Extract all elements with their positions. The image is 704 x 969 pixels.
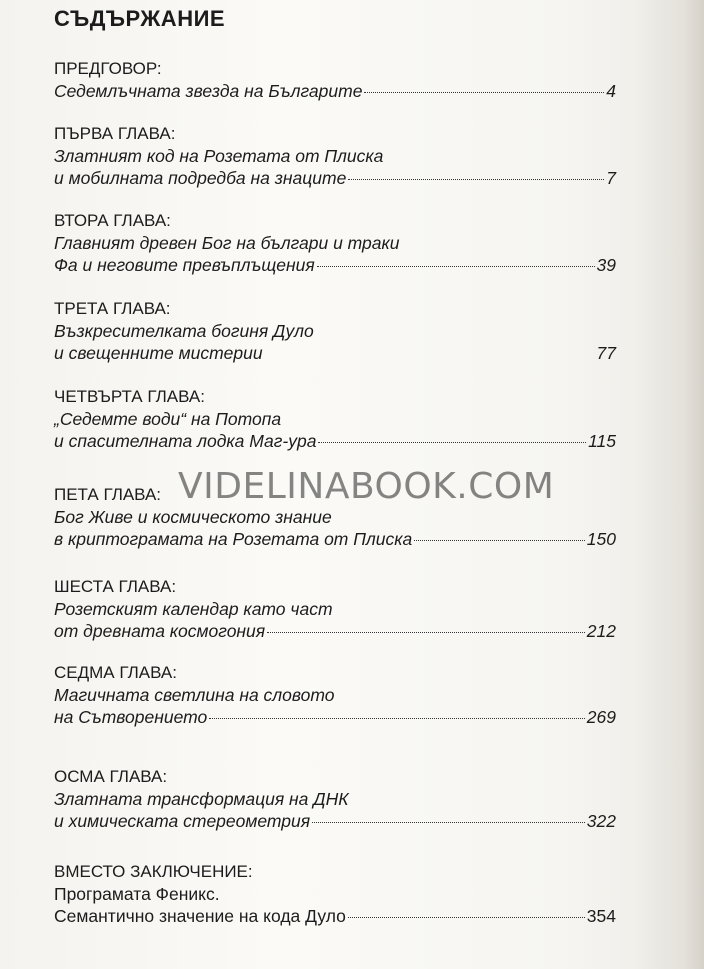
toc-line-with-page [54, 167, 616, 189]
entry-title-line: и мобилната подредба на знаците [54, 168, 347, 188]
chapter-heading: ТРЕТА ГЛАВА: [54, 299, 171, 318]
toc-line-with-page [54, 430, 616, 452]
dot-leader [317, 266, 595, 267]
page-number: 212 [586, 621, 616, 641]
watermark-text: VIDELINABOOK.COM [178, 466, 555, 507]
toc-line-with-page [54, 620, 616, 642]
entry-title-line: и спасителната лодка Маг-ура [54, 431, 317, 451]
toc-entry-chapter-4 [54, 386, 616, 452]
entry-title-line: и химическата стереометрия [54, 811, 311, 831]
dot-leader [318, 442, 586, 443]
chapter-heading: ПЕТА ГЛАВА: [54, 485, 162, 504]
toc-entry-chapter-3 [54, 298, 616, 364]
page-number: 354 [586, 906, 616, 926]
entry-title-line: Програмата Феникс. [54, 884, 220, 904]
page-number: 115 [588, 431, 616, 451]
entry-title-line: „Седемте води“ на Потопа [54, 409, 282, 429]
page-title: СЪДЪРЖАНИЕ [54, 6, 226, 31]
dot-leader [312, 822, 585, 823]
chapter-heading: ПЪРВА ГЛАВА: [54, 124, 176, 143]
dot-leader [267, 632, 585, 633]
entry-title-line: Възкресителката богиня Дуло [54, 321, 314, 341]
toc-entry-preface [54, 58, 616, 102]
entry-title-line: Седемлъчната звезда на Българите [54, 81, 363, 101]
chapter-heading: ВТОРА ГЛАВА: [54, 211, 171, 230]
entry-title-line: в криптограмата на Розетата от Плиска [54, 529, 413, 549]
toc-entry-chapter-8 [54, 766, 616, 832]
chapter-heading: ЧЕТВЪРТА ГЛАВА: [54, 387, 205, 406]
entry-title-line: Семантично значение на кода Дуло [54, 906, 346, 926]
toc-entry-chapter-1 [54, 123, 616, 189]
toc-line-with-page [54, 528, 616, 550]
toc-line-with-page [54, 905, 616, 927]
toc-entry-conclusion [54, 861, 616, 927]
chapter-heading: ОСМА ГЛАВА: [54, 767, 168, 786]
chapter-heading: ВМЕСТО ЗАКЛЮЧЕНИЕ: [54, 862, 253, 881]
page-number: 77 [596, 343, 616, 363]
dot-leader [209, 718, 585, 719]
entry-title-line: Магичната светлина на словото [54, 685, 335, 705]
toc-entry-chapter-2 [54, 210, 616, 276]
dot-leader [265, 354, 595, 355]
page-number: 39 [596, 255, 616, 275]
chapter-heading: СЕДМА ГЛАВА: [54, 663, 177, 682]
toc-line-with-page [54, 254, 616, 276]
page-edge-shadow [634, 0, 704, 969]
page-number: 4 [606, 81, 616, 101]
toc-line-with-page [54, 342, 616, 364]
entry-title-line: Бог Живе и космическото знание [54, 507, 332, 527]
entry-title-line: Главният древен Бог на българи и траки [54, 233, 400, 253]
dot-leader [348, 179, 604, 180]
toc-entry-chapter-6 [54, 576, 616, 642]
entry-title-line: Златният код на Розетата от Плиска [54, 146, 384, 166]
page-number: 7 [606, 168, 616, 188]
page-number: 322 [586, 811, 616, 831]
toc-line-with-page [54, 80, 616, 102]
page-number: 150 [586, 529, 616, 549]
entry-title-line: Фа и неговите превъплъщения [54, 255, 315, 275]
entry-title-line: от древната космогония [54, 621, 266, 641]
entry-title-line: Розетският календар като част [54, 599, 333, 619]
toc-line-with-page [54, 706, 616, 728]
entry-title-line: и свещенните мистерии [54, 343, 263, 363]
toc-line-with-page [54, 810, 616, 832]
dot-leader [364, 92, 604, 93]
entry-title-line: на Сътворението [54, 707, 208, 727]
dot-leader [348, 917, 585, 918]
dot-leader [414, 540, 585, 541]
page-number: 269 [586, 707, 616, 727]
toc-entry-chapter-7 [54, 662, 616, 728]
chapter-heading: ШЕСТА ГЛАВА: [54, 577, 177, 596]
chapter-heading: ПРЕДГОВОР: [54, 59, 162, 78]
entry-title-line: Златната трансформация на ДНК [54, 789, 349, 809]
